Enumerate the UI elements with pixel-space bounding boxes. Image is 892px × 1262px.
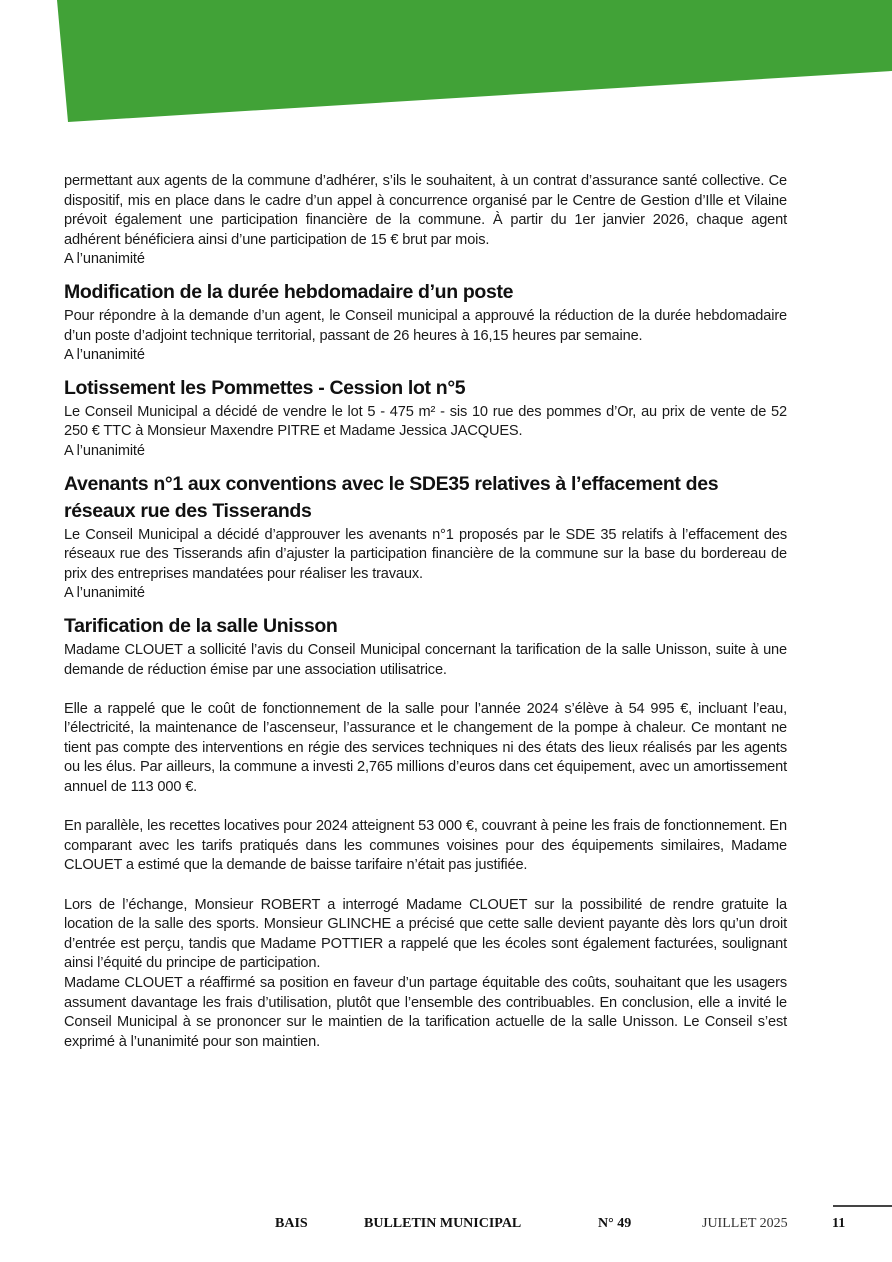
article-body (64, 172, 787, 1052)
section-paragraph: Madame CLOUET a sollicité l’avis du Conseil Municipal concernant la tarification de la salle Unisson, suite à une demande de réduction émise par une association utilisatrice. (64, 641, 787, 678)
section-sde35-amendments (64, 471, 787, 604)
section-health-insurance-continued (64, 172, 787, 270)
section-paragraph: Le Conseil Municipal a décidé d’approuver les avenants n°1 proposés par le SDE 35 relatifs à l’effacement des réseaux rue des Tisserands afin d’ajuster la participation financière de la commune sur la base du bordereau de prix des entreprises mandatées pour réaliser les travaux. (64, 526, 787, 582)
vote-result: A l’unanimité (64, 442, 145, 459)
footer-rule (833, 1205, 892, 1207)
section-heading: Modification de la durée hebdomadaire d’un poste (64, 280, 514, 303)
green-header-banner (0, 0, 892, 124)
section-paragraph: Elle a rappelé que le coût de fonctionnement de la salle pour l’année 2024 s’élève à 54 995 €, incluant l’eau, l’électricité, la maintenance de l’ascenseur, l’assurance et le changement de la pompe à chaleur. Ce montant ne tient pas compte des interventions en régie des services techniques ni des états des lieux réalisés par les agents ou les élus. Par ailleurs, la commune a investi 2,765 millions d’euros dans cet équipement, avec un amortissement annuel de 113 000 €. (64, 700, 787, 796)
page-number: 11 (832, 1216, 846, 1231)
section-lot-sale (64, 375, 787, 462)
section-paragraph: Le Conseil Municipal a décidé de vendre le lot 5 - 475 m² - sis 10 rue des pommes d’Or, au prix de vente de 52 250 € TTC à Monsieur Maxendre PITRE et Madame Jessica JACQUES. (64, 403, 787, 440)
footer-publication: BULLETIN MUNICIPAL (364, 1216, 522, 1231)
vote-result: A l’unanimité (64, 347, 145, 364)
vote-result: A l’unanimité (64, 585, 145, 602)
section-paragraph: Lors de l’échange, Monsieur ROBERT a interrogé Madame CLOUET sur la possibilité de rendre gratuite la location de la salle des sports. Monsieur GLINCHE a précisé que cette salle devient payante dès lors qu’un droit d’entrée est perçu, tandis que Madame POTTIER a rappelé que les écoles sont également facturées, soulignant ainsi l’équité du principe de participation. (64, 896, 787, 972)
footer-town: BAIS (275, 1216, 308, 1231)
vote-result: A l’unanimité (64, 251, 145, 268)
section-heading: Lotissement les Pommettes - Cession lot n°5 (64, 376, 466, 399)
intro-paragraph: permettant aux agents de la commune d’adhérer, s’ils le souhaitent, à un contrat d’assurance santé collective. Ce dispositif, mis en place dans le cadre d’un appel à concurrence organisé par le Centre de Gestion d’Ille et Vilaine prévoit également une participation financière de la commune. À partir du 1er janvier 2026, chaque agent adhérent bénéficiera ainsi d’une participation de 15 € brut par mois. (64, 173, 787, 248)
paragraph-spacer (64, 798, 787, 818)
footer-date: JUILLET 2025 (702, 1216, 788, 1231)
section-salle-unisson-pricing (64, 613, 787, 1052)
paragraph-spacer (64, 680, 787, 700)
section-paragraph: Madame CLOUET a réaffirmé sa position en faveur d’un partage équitable des coûts, souhaitant que les usagers assument davantage les frais d’utilisation, plutôt que l’ensemble des contribuables. En conclusion, elle a invité le Conseil Municipal à se prononcer sur le maintien de la tarification actuelle de la salle Unisson. Le Conseil s’est exprimé à l’unanimité pour son maintien. (64, 975, 787, 1050)
section-paragraph: En parallèle, les recettes locatives pour 2024 atteignent 53 000 €, couvrant à peine les frais de fonctionnement. En comparant avec les tarifs pratiqués dans les communes voisines pour des équipements similaires, Madame CLOUET a estimé que la demande de baisse tarifaire n’était pas justifiée. (64, 818, 787, 874)
section-heading: Tarification de la salle Unisson (64, 614, 338, 637)
section-weekly-hours (64, 279, 787, 366)
page-footer (0, 1213, 892, 1237)
section-heading: Avenants n°1 aux conventions avec le SDE35 relatives à l’effacement des réseaux rue des Tisserands (64, 472, 719, 522)
footer-issue: N° 49 (598, 1216, 632, 1231)
section-paragraph: Pour répondre à la demande d’un agent, le Conseil municipal a approuvé la réduction de la durée hebdomadaire d’un poste d’adjoint technique territorial, passant de 26 heures à 16,15 heures par semaine. (64, 307, 787, 344)
paragraph-spacer (64, 876, 787, 896)
